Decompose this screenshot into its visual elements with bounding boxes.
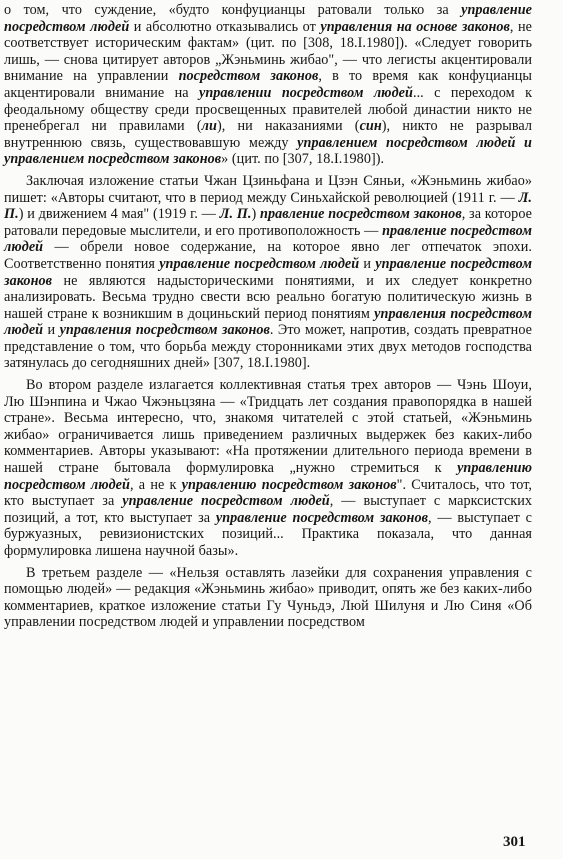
emphasized-term: управлению посредством законов xyxy=(181,476,397,493)
text-run: ) xyxy=(251,206,261,223)
text-run: » (цит. по [307, 18.I.1980]). xyxy=(221,151,385,168)
emphasized-term: син xyxy=(359,118,382,135)
text-run: — обрели новое содержание, на которое явно лег отпечаток эпохи. Соответственно понятия xyxy=(4,239,532,272)
emphasized-term: управления посредством людей xyxy=(4,305,532,339)
text-run: ". Считалось, что тот, кто выступает за xyxy=(4,476,533,510)
text-run: , за которое ратовали передовые мыслители, и его противоположность — xyxy=(4,206,532,239)
text-run: и абсолютно отказывались от xyxy=(129,18,321,35)
text-run: ), ни наказаниями ( xyxy=(216,118,360,135)
emphasized-term: Л. П. xyxy=(219,206,252,223)
emphasized-term: управление посредством законов xyxy=(215,509,428,526)
text-run: и xyxy=(359,255,376,272)
text-run: ), никто не разрывал внутреннюю связь, существовавшую между xyxy=(4,118,532,151)
emphasized-term: управление посредством людей xyxy=(4,2,532,35)
text-run: В третьем разделе — «Нельзя оставлять лазейки для сохранения управления с помощью людей» — редакция «Жэньминь жибао» приводит, опять же без каких-либо комментариев, краткое изложение статьи Гу Чуньдэ, Люй Шилуня и Лю Синя «Об управлении посредством людей и управлении посредством xyxy=(4,564,532,631)
emphasized-term: ли xyxy=(201,118,217,135)
emphasized-term: управлении посредством людей xyxy=(198,84,413,101)
text-run: Заключая изложение статьи Чжан Цзиньфана и Цзэн Сяньи, «Жэньминь жибао» пишет: «Авторы считают, что в период между Синьхайской революцией (1911 г. — xyxy=(4,172,532,206)
emphasized-term: Л. П. xyxy=(4,189,532,223)
emphasized-term: управления на основе законов xyxy=(320,18,510,35)
text-run: ... с переходом к феодальному обществу среди просвещенных правителей любой династии никто не пренебрегал ни правилами ( xyxy=(4,84,533,135)
text-run: , — выступает с буржуазных, ревизионистских позиций... Практика показала, что данная формулировка лишена научной базы». xyxy=(4,509,532,559)
emphasized-term: управления посредством законов xyxy=(59,322,270,339)
paragraph xyxy=(4,377,532,560)
text-run: о том, что суждение, «будто конфуцианцы ратовали только за xyxy=(4,2,462,18)
paragraph xyxy=(4,2,532,168)
emphasized-term: управлением посредством людей и управлением посредством законов xyxy=(4,134,532,168)
text-run: Во втором разделе излагается коллективная статья трех авторов — Чэнь Шоуи, Лю Шэнпина и Чжао Чжэньцзяна — «Тридцать лет создания правопорядка в нашей стране». Весьма интересно, что, знакомя читателей с этой статьей, «Жэньминь жибао» ограничивается лишь приведением различных выдержек без каких-либо комментариев. Авторы указывают: «На протяжении длительного периода времени в нашей стране бытовала формулировка „нужно стремиться к xyxy=(4,377,532,477)
text-run: , не соответствует историческим фактам» (цит. по [308, 18.I.1980]). «Следует говорить лишь, — снова цитирует авторов „Жэньминь жибао", — что легисты акцентировали внимание на управлении xyxy=(4,18,533,85)
emphasized-term: управление посредством законов xyxy=(4,255,532,289)
emphasized-term: правление посредством законов xyxy=(260,206,462,223)
emphasized-term: управление посредством людей xyxy=(122,493,330,510)
text-run: ) и движением 4 мая" (1919 г. — xyxy=(18,206,220,223)
text-run: , а не к xyxy=(129,476,182,493)
paragraph xyxy=(4,173,532,372)
text-run: и xyxy=(43,322,60,339)
paragraph xyxy=(4,565,532,631)
text-run: , — выступает с марксистских позиций, а тот, кто выступает за xyxy=(4,493,533,526)
page-number: 301 xyxy=(503,834,526,850)
emphasized-term: управление посредством людей xyxy=(159,255,360,272)
emphasized-term: посредством законов xyxy=(178,68,319,85)
text-run: , в то время как конфуцианцы акцентировали внимание на xyxy=(4,68,532,101)
page-text xyxy=(4,2,532,636)
text-run: . Это может, напротив, создать превратное представление о том, что борьба между сторонниками этих двух методов господства затянулась до сегодняшних дней» [307, 18.I.1980]. xyxy=(4,322,532,372)
text-run: не являются надысторическими понятиями, и их следует конкретно анализировать. Весьма трудно свести всю реально богатую политическую жизнь в нашей стране к возникшим в доциньский период понятиям xyxy=(4,272,532,322)
emphasized-term: управлению посредством людей xyxy=(4,460,532,493)
emphasized-term: правление посредством людей xyxy=(4,222,532,256)
